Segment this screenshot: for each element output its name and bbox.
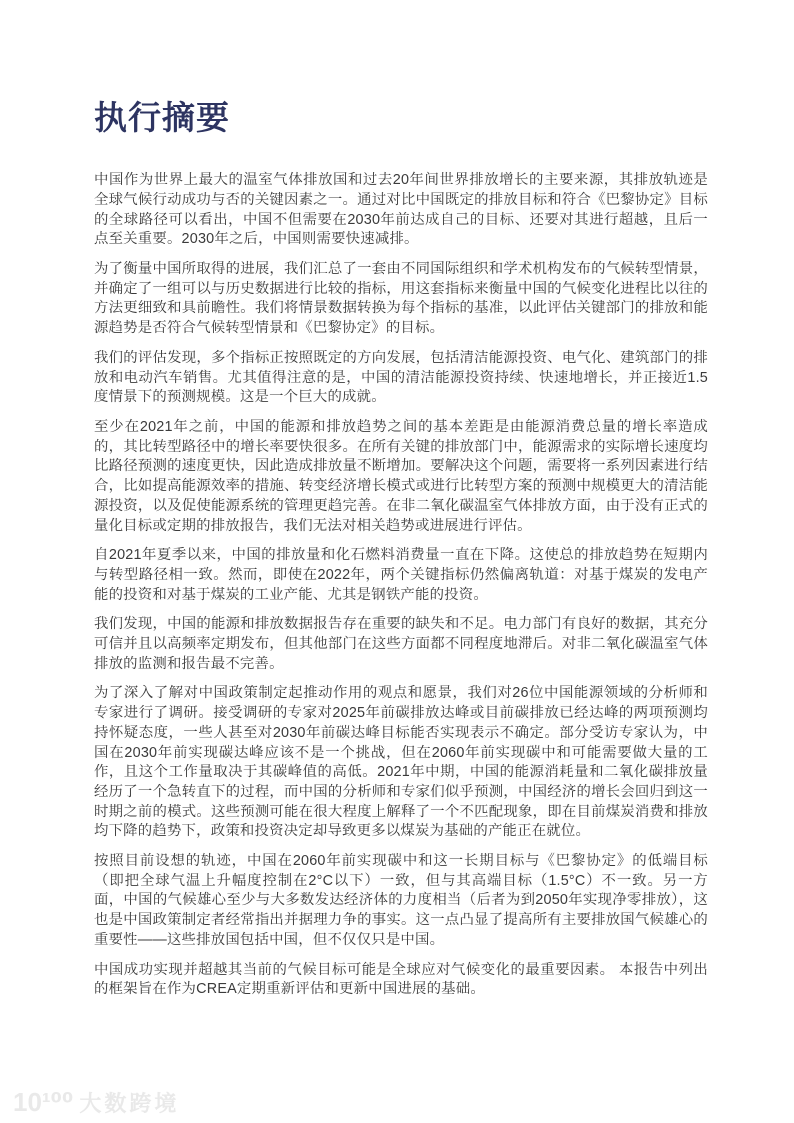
watermark-brand-text: 大数跨境	[79, 1090, 180, 1116]
paragraph-9: 中国成功实现并超越其当前的气候目标可能是全球应对气候变化的最重要因素。 本报告中列出的框架旨在作为CREA定期重新评估和更新中国进展的基础。	[94, 961, 708, 998]
paragraph-7: 为了深入了解对中国政策制定起推动作用的观点和愿景，我们对26位中国能源领域的分析师和专家进行了调研。接受调研的专家对2025年前碳排放达峰或目前碳排放已经达峰的两项预测均持怀疑态度，一些人甚至对2030年前碳达峰目标能否实现表示不确定。部分受访专家认为，中国在2030年前实现碳达峰应该不是一个挑战，但在2060年前实现碳中和可能需要做大量的工作，且这个工作量取决于其碳峰值的高低。2021年中期，中国的能源消耗量和二氧化碳排放量经历了一个急转直下的过程，而中国的分析师和专家们似乎预测，中国经济的增长会回归到这一时期之前的模式。这些预测可能在很大程度上解释了一个不匹配现象，即在目前煤炭消费和排放均下降的趋势下，政策和投资决定却导致更多以煤炭为基础的产能正在就位。	[94, 685, 708, 840]
paragraph-6: 我们发现，中国的能源和排放数据报告存在重要的缺失和不足。电力部门有良好的数据，其充分可信并且以高频率定期发布，但其他部门在这些方面都不同程度地滞后。对非二氧化碳温室气体排放的监测和报告最不完善。	[94, 616, 708, 672]
paragraph-2: 为了衡量中国所取得的进展，我们汇总了一套由不同国际组织和学术机构发布的气候转型情景，并确定了一组可以与历史数据进行比较的指标，用这套指标来衡量中国的气候变化进程比以往的方法更细致和具前瞻性。我们将情景数据转换为每个指标的基准，以此评估关键部门的排放和能源趋势是否符合气候转型情景和《巴黎协定》的目标。	[94, 261, 708, 337]
watermark-logo-icon: 10¹⁰⁰	[13, 1087, 74, 1117]
paragraph-8: 按照目前设想的轨迹，中国在2060年前实现碳中和这一长期目标与《巴黎协定》的低端目标（即把全球气温上升幅度控制在2°C以下）一致，但与其高端目标（1.5°C）不一致。另一方面，中国的气候雄心至少与大多数发达经济体的力度相当（后者为到2050年实现净零排放），这也是中国政策制定者经常指出并据理力争的事实。这一点凸显了提高所有主要排放国气候雄心的重要性——这些排放国包括中国，但不仅仅只是中国。	[94, 853, 708, 948]
page-title: 执行摘要	[94, 99, 230, 136]
page-content	[94, 97, 708, 1010]
paragraph-3: 我们的评估发现，多个指标正按照既定的方向发展，包括清洁能源投资、电气化、建筑部门的排放和电动汽车销售。尤其值得注意的是，中国的清洁能源投资持续、快速地增长，并正接近1.5度情景下的预测规模。这是一个巨大的成就。	[94, 349, 708, 406]
paragraph-1: 中国作为世界上最大的温室气体排放国和过去20年间世界排放增长的主要来源，其排放轨迹是全球气候行动成功与否的关键因素之一。通过对比中国既定的排放目标和符合《巴黎协定》目标的全球路径可以看出，中国不但需要在2030年前达成自己的目标、还要对其进行超越，且后一点至关重要。2030年之后，中国则需要快速减排。	[94, 172, 708, 248]
paragraph-4: 至少在2021年之前，中国的能源和排放趋势之间的基本差距是由能源消费总量的增长率造成的，其比转型路径中的增长率要快很多。在所有关键的排放部门中，能源需求的实际增长速度均比路径预测的速度更快，因此造成排放量不断增加。要解决这个问题，需要将一系列因素进行结合，比如提高能源效率的措施、转变经济增长模式或进行比转型方案的预测中规模更大的清洁能源投资，以及促使能源系统的管理更趋完善。在非二氧化碳温室气体排放方面，由于没有正式的量化目标或定期的排放报告，我们无法对相关趋势或进展进行评估。	[94, 418, 708, 534]
watermark	[13, 1089, 179, 1115]
paragraph-5: 自2021年夏季以来，中国的排放量和化石燃料消费量一直在下降。这使总的排放趋势在短期内与转型路径相一致。然而，即使在2022年，两个关键指标仍然偏离轨道：对基于煤炭的发电产能的投资和对基于煤炭的工业产能、尤其是钢铁产能的投资。	[94, 547, 708, 603]
